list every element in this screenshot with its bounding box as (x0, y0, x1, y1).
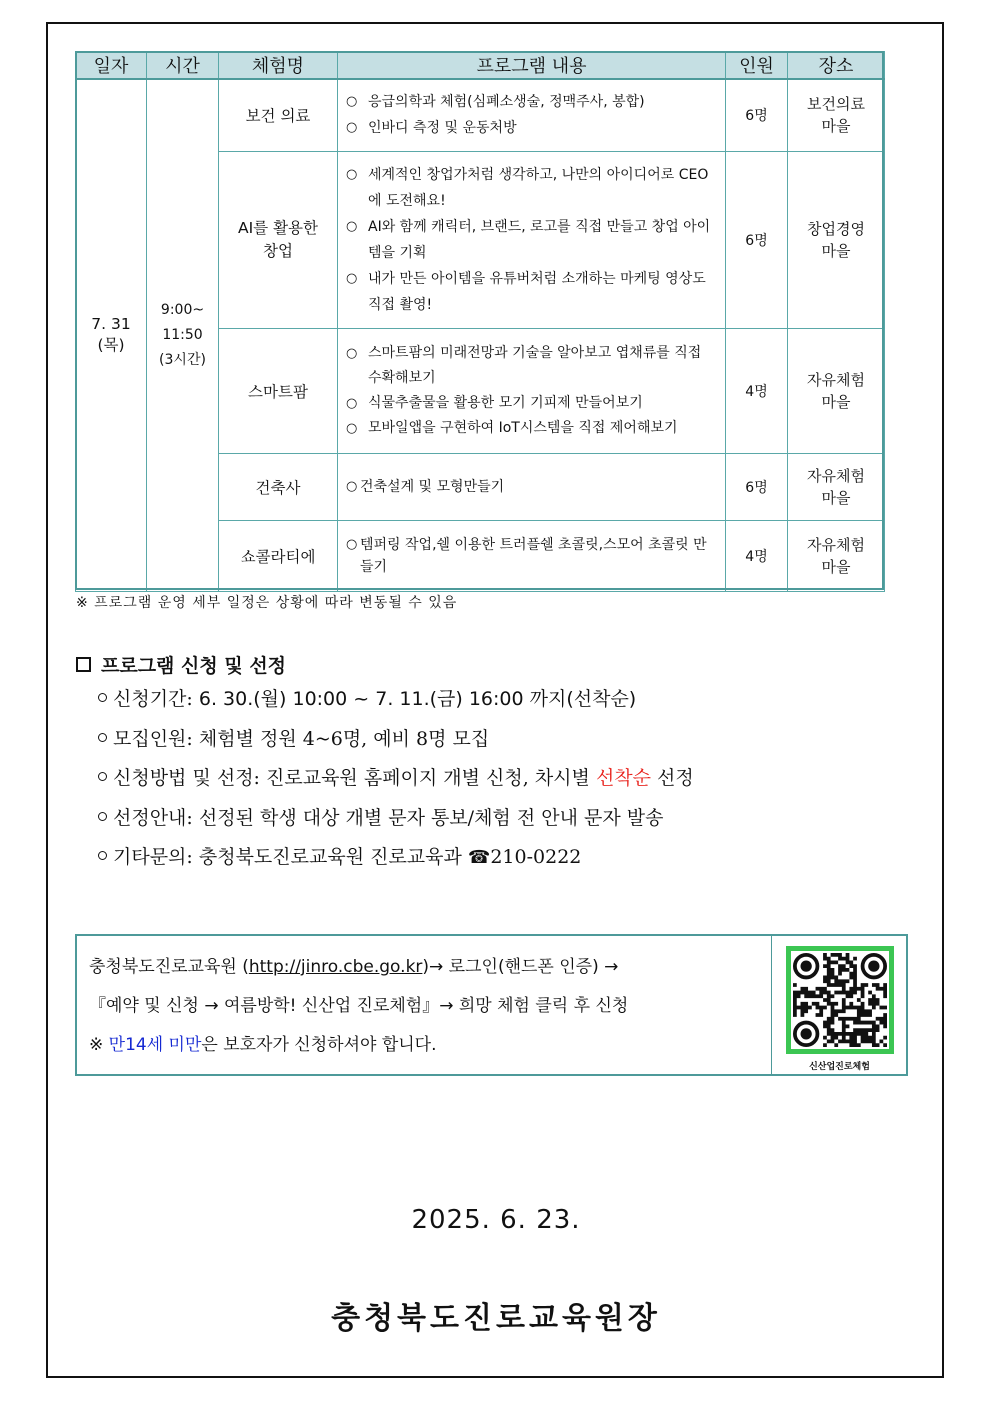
schedule-table (75, 51, 885, 592)
qr-code-icon[interactable] (786, 946, 894, 1054)
program-content (338, 79, 726, 151)
time-start: 9:00~ (160, 301, 205, 318)
circle-bullet-icon: ○ (346, 270, 358, 286)
phone-icon: ☎ (467, 847, 491, 868)
list-item: ○ 스마트팜의 미래전망과 기술을 알아보고 엽채류를 직접 수확해보기 (346, 341, 717, 391)
application-info-list (98, 684, 694, 882)
table-row (76, 79, 885, 151)
time-end: 11:50 (162, 326, 203, 343)
qr-cell (771, 936, 907, 1074)
circle-bullet-icon (98, 812, 107, 821)
qr-code-graphic (793, 953, 887, 1047)
document-date: 2025. 6. 23. (411, 1205, 581, 1235)
date-value: 7. 31 (91, 315, 131, 334)
place-cell: 자유체험 마을 (788, 328, 885, 453)
list-item: ○ 건축설계 및 모형만들기 (346, 474, 717, 500)
circle-bullet-icon: ○ (346, 218, 358, 234)
header-program-content: 프로그램 내용 (338, 52, 726, 80)
program-name: 건축사 (219, 453, 338, 520)
phone-number: 210-0222 (490, 846, 582, 868)
list-item: 기타문의: 충청북도진로교육원 진로교육과 ☎210-0222 (98, 842, 694, 882)
circle-bullet-icon: ○ (346, 120, 358, 136)
header-time: 시간 (147, 52, 219, 80)
list-item: 신청방법 및 선정: 진로교육원 홈페이지 개별 신청, 차시별 선착순 선정 (98, 763, 694, 803)
capacity-cell: 4명 (726, 520, 788, 591)
age-highlight: 만14세 미만 (108, 1035, 202, 1055)
list-item: ○ 내가 만든 아이템을 유튜버처럼 소개하는 마케팅 영상도 직접 촬영! (346, 266, 717, 318)
list-item: ○ 식물추출물을 활용한 모기 기피제 만들어보기 (346, 391, 717, 416)
issuer-name: 충청북도진로교육원장 (331, 1301, 661, 1336)
list-item: 선정안내: 선정된 학생 대상 개별 문자 통보/체험 전 안내 문자 발송 (98, 803, 694, 843)
guide-line-2: 『예약 및 신청 → 여름방학! 신산업 진로체험』→ 희망 체험 클릭 후 신청 (89, 996, 629, 1016)
place-cell: 창업경영 마을 (788, 151, 885, 328)
program-content (338, 328, 726, 453)
capacity-cell: 6명 (726, 79, 788, 151)
program-name: 쇼콜라티에 (219, 520, 338, 591)
list-item: ○ AI와 함께 캐릭터, 브랜드, 로고를 직접 만들고 창업 아이템을 기획 (346, 214, 717, 266)
list-item: ○ 세계적인 창업가처럼 생각하고, 나만의 아이디어로 CEO에 도전해요! (346, 162, 717, 214)
circle-bullet-icon (98, 851, 107, 860)
application-guide-text (89, 948, 628, 1065)
list-item: 신청기간: 6. 30.(월) 10:00 ~ 7. 11.(금) 16:00 까지(선착순) (98, 684, 694, 724)
list-item: ○ 응급의학과 체험(심폐소생술, 정맥주사, 봉합) (346, 89, 717, 115)
circle-bullet-icon: ○ (346, 166, 358, 182)
list-item: ○ 인바디 측정 및 운동처방 (346, 115, 717, 141)
time-duration: (3시간) (159, 351, 206, 368)
header-program-name: 체험명 (219, 52, 338, 80)
capacity-cell: 6명 (726, 453, 788, 520)
first-come-highlight: 선착순 (595, 767, 651, 789)
circle-bullet-icon: ○ (346, 478, 358, 494)
guide-line-3: ※ 만14세 미만은 보호자가 신청하셔야 합니다. (89, 1035, 437, 1055)
list-item: ○ 템퍼링 작업,쉘 이용한 트러플쉘 초콜릿,스모어 초콜릿 만들기 (346, 534, 717, 578)
program-name: 스마트팜 (219, 328, 338, 453)
program-name: AI를 활용한 창업 (219, 151, 338, 328)
table-header-row (76, 52, 885, 80)
header-date: 일자 (76, 52, 147, 80)
application-guide-box (75, 934, 908, 1076)
qr-caption: 신산업진로체험 (809, 1062, 870, 1072)
time-cell (147, 79, 219, 591)
circle-bullet-icon (98, 693, 107, 702)
program-content (338, 453, 726, 520)
section-title: 프로그램 신청 및 선정 (76, 651, 286, 678)
circle-bullet-icon: ○ (346, 536, 358, 552)
circle-bullet-icon (98, 772, 107, 781)
circle-bullet-icon: ○ (346, 395, 358, 411)
circle-bullet-icon: ○ (346, 420, 358, 436)
header-capacity: 인원 (726, 52, 788, 80)
place-cell: 자유체험 마을 (788, 520, 885, 591)
capacity-cell: 4명 (726, 328, 788, 453)
homepage-link[interactable]: http://jinro.cbe.go.kr (248, 957, 423, 977)
program-content (338, 151, 726, 328)
circle-bullet-icon (98, 733, 107, 742)
capacity-cell: 6명 (726, 151, 788, 328)
program-name: 보건 의료 (219, 79, 338, 151)
checkbox-icon (76, 657, 91, 672)
list-item: ○ 모바일앱을 구현하여 IoT시스템을 직접 제어해보기 (346, 416, 717, 441)
guide-line-1: 충청북도진로교육원 (http://jinro.cbe.go.kr)→ 로그인(핸드폰 인증) → (89, 957, 619, 977)
place-cell: 보건의료 마을 (788, 79, 885, 151)
list-item: 모집인원: 체험별 정원 4~6명, 예비 8명 모집 (98, 724, 694, 764)
schedule-note: ※ 프로그램 운영 세부 일정은 상황에 따라 변동될 수 있음 (76, 595, 458, 611)
place-cell: 자유체험 마을 (788, 453, 885, 520)
date-weekday: (목) (97, 336, 125, 355)
circle-bullet-icon: ○ (346, 345, 358, 361)
header-place: 장소 (788, 52, 885, 80)
program-content (338, 520, 726, 591)
circle-bullet-icon: ○ (346, 94, 358, 110)
date-cell (76, 79, 147, 591)
